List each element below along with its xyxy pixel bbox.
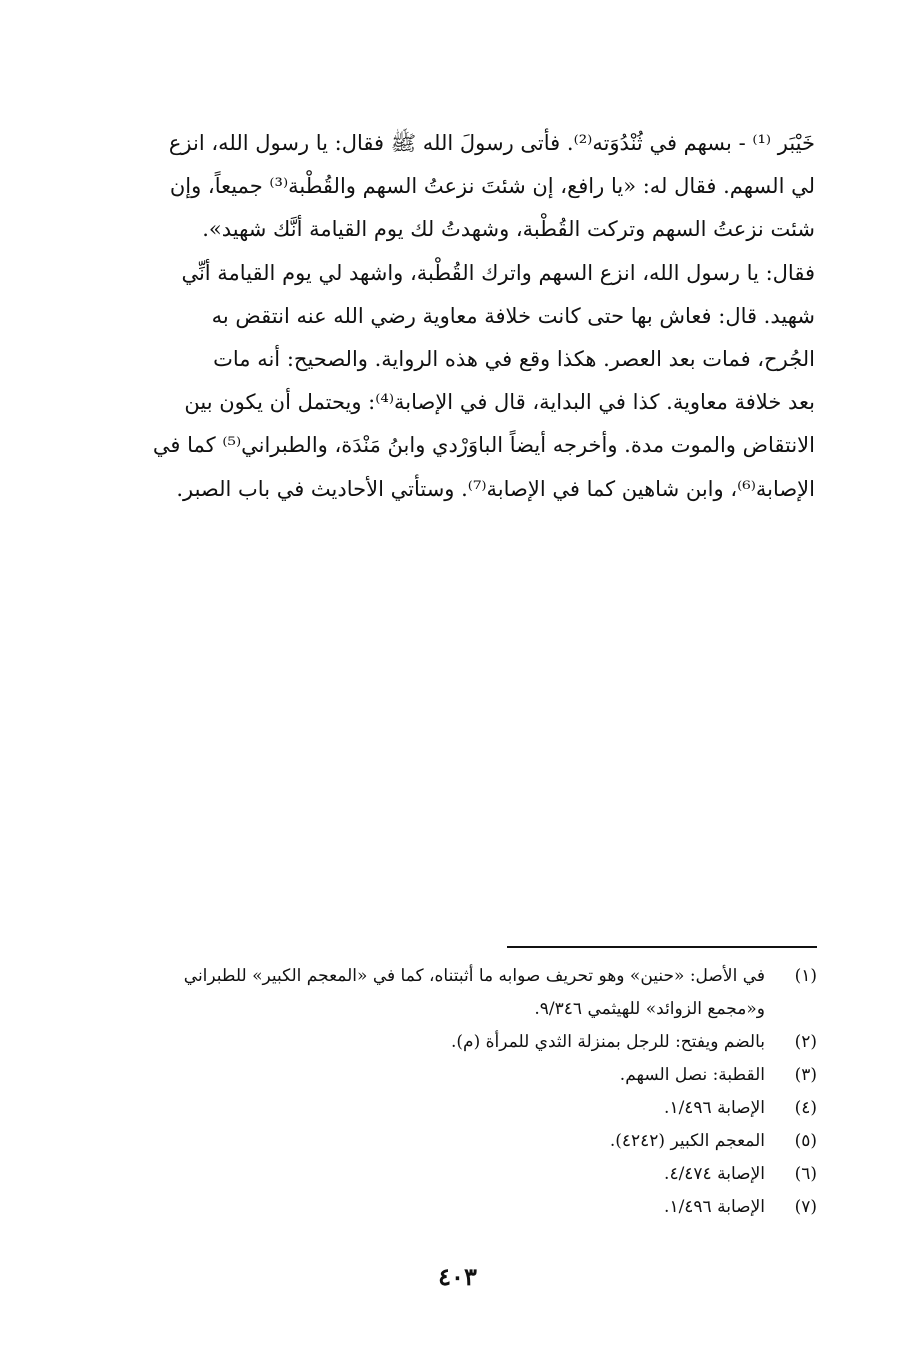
body-line: خَيْبَر ⁽¹⁾ - بسهم في ثُنْدُوَته⁽²⁾. فأتى رسولَ الله ﷺ فقال: يا رسول الله، انزع (168, 131, 815, 155)
page-number: ٤٠٣ (438, 1262, 477, 1291)
body-text (115, 122, 815, 511)
body-line: شئت نزعتُ السهم وتركت القُطْبة، وشهدتُ لك يوم القيامة أنَّك شهيد». (202, 217, 815, 242)
footnote-line: الإصابة ١/٤٩٦. (664, 1098, 765, 1118)
footnote-text (97, 1158, 765, 1191)
footnote-line: في الأصل: «حنين» وهو تحريف صوابه ما أثبتناه، كما في «المعجم الكبير» للطبراني (183, 966, 765, 986)
footnote-number: (٤) (794, 1098, 817, 1118)
footnote-number: (٢) (794, 1032, 817, 1052)
footnote-line: بالضم ويفتح: للرجل بمنزلة الثدي للمرأة (م). (451, 1032, 765, 1052)
body-line: الإصابة⁽⁶⁾، وابن شاهين كما في الإصابة⁽⁷⁾. وستأتي الأحاديث في باب الصبر. (176, 476, 815, 501)
footnote-text (97, 960, 765, 1026)
footnote-line: المعجم الكبير (٤٢٤٢). (609, 1131, 765, 1151)
footnote-7 (97, 1191, 817, 1224)
body-line: لي السهم. فقال له: «يا رافع، إن شئتَ نزعتُ السهم والقُطْبة⁽³⁾ جميعاً، وإن (169, 174, 815, 199)
footnotes (97, 960, 817, 1224)
footnote-3 (97, 1059, 817, 1092)
footnote-number: (٥) (794, 1131, 817, 1151)
footnote-5 (97, 1125, 817, 1158)
footnote-number: (٧) (794, 1197, 817, 1217)
body-line: الانتقاض والموت مدة. وأخرجه أيضاً الباوَرْدي وابنُ مَنْدَة، والطبراني⁽⁵⁾ كما في (152, 433, 815, 458)
footnote-2 (97, 1026, 817, 1059)
footnote-number: (٦) (794, 1164, 817, 1184)
body-line: الجُرح، فمات بعد العصر. هكذا وقع في هذه الرواية. والصحيح: أنه مات (213, 346, 815, 371)
body-line: شهيد. قال: فعاش بها حتى كانت خلافة معاوية رضي الله عنه انتقض به (211, 303, 815, 328)
footnote-line: القطبة: نصل السهم. (619, 1065, 765, 1085)
footnote-line: و«مجمع الزوائد» للهيثمي ٩/٣٤٦. (534, 999, 765, 1019)
footnote-6 (97, 1158, 817, 1191)
footnote-text (97, 1125, 765, 1158)
footnote-number: (١) (794, 966, 817, 986)
body-line: بعد خلافة معاوية. كذا في البداية، قال في الإصابة⁽⁴⁾: ويحتمل أن يكون بين (184, 390, 815, 415)
footnote-text (97, 1092, 765, 1125)
footnote-line: الإصابة ٤/٤٧٤. (664, 1164, 765, 1184)
footnote-text (97, 1059, 765, 1092)
footnote-number: (٣) (794, 1065, 817, 1085)
footnote-4 (97, 1092, 817, 1125)
footnote-text (97, 1191, 765, 1224)
footnote-text (97, 1026, 765, 1059)
body-line: فقال: يا رسول الله، انزع السهم واترك القُطْبة، واشهد لي يوم القيامة أنِّي (181, 260, 815, 285)
footnote-1 (97, 960, 817, 1026)
footnote-separator (507, 946, 817, 948)
footnote-line: الإصابة ١/٤٩٦. (664, 1197, 765, 1217)
